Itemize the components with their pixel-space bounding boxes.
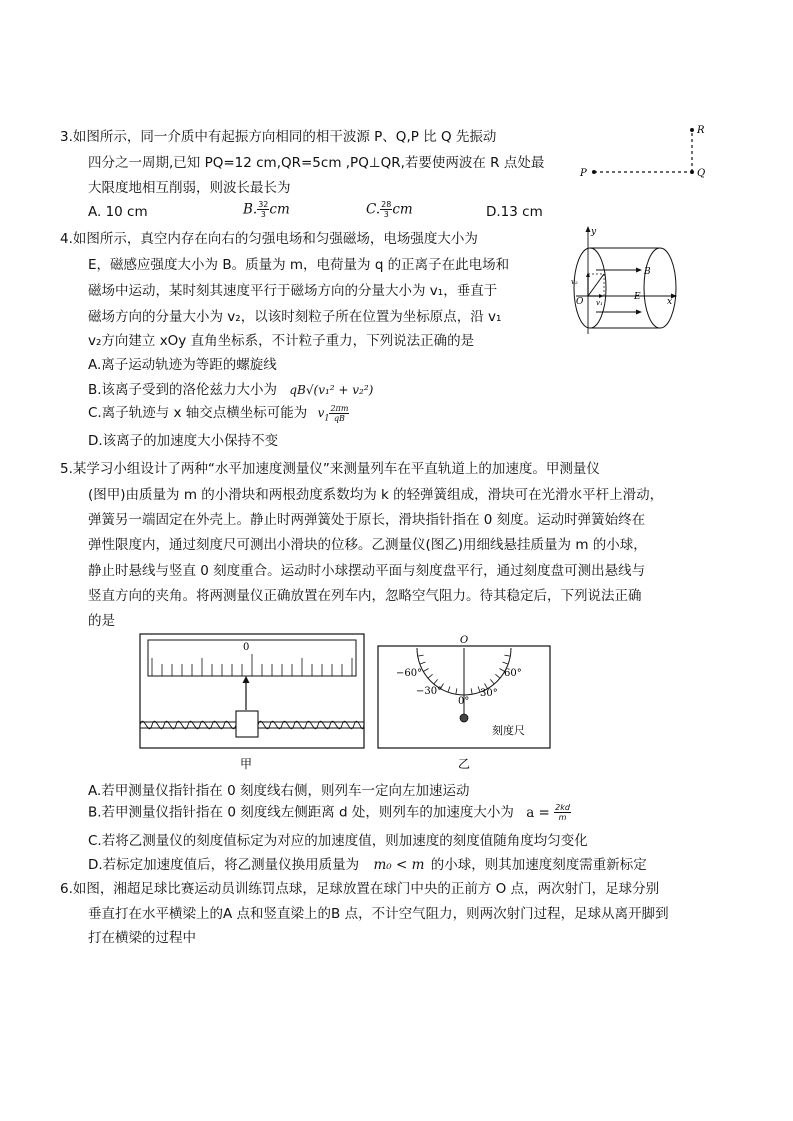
jia-zero-label: 0 [243,642,250,653]
q6-line-3: 打在横梁的过程中 [88,930,196,946]
q4-line-5: v₂方向建立 xOy 直角坐标系，不计粒子重力，下列说法正确的是 [88,333,475,349]
q6-line-2: 垂直打在水平横梁上的A 点和竖直梁上的B 点，不计空气阻力，则两次射门过程，足球从离开脚到 [88,906,669,922]
dial-tick [448,687,450,693]
yi-label-p60: 60° [504,668,522,679]
q3-option-c: C. $\frac{28}{3}$ cm [366,200,413,219]
q3-option-d: D.13 cm [486,204,543,220]
q3-label-r: R [697,125,705,136]
q3-option-c-prefix: C. [366,201,381,218]
q5-option-d [88,856,647,874]
q5-line-7: 的是 [88,613,115,629]
q5-figure-yi [374,632,554,772]
q5-option-d-text: D.若标定加速度值后，将乙测量仪换用质量为 [88,857,360,873]
q4-label-v2: v₂ [571,278,578,286]
q3-label-p: P [580,168,587,179]
q5-option-b-text: B.若甲测量仪指针指在 0 刻度线左侧距离 d 处，则列车的加速度大小为 [88,804,514,821]
q4-label-e: E [634,292,641,302]
yi-label-m30: −30° [416,686,443,697]
q5-figure-jia [136,632,370,772]
q5-line-6: 竖直方向的夹角。将两测量仪正确放置在列车内，忽略空气阻力。待其稳定后，下列说法正确 [88,588,642,604]
yi-caption: 乙 [458,757,471,771]
q5-option-d-formula: m₀ < m [373,857,425,873]
q4-line-3: 磁场中运动，某时刻其速度平行于磁场方向的分量大小为 v₁，垂直于 [88,283,498,299]
q4-option-a: A.离子运动轨迹为等距的螺旋线 [88,357,277,373]
q5-line-1: 5.某学习小组设计了两种“水平加速度测量仪”来测量列车在平直轨道上的加速度。甲测量仪 [60,461,600,477]
yi-label-zero: 0° [458,696,470,707]
q4-option-b [88,381,373,399]
dial-tick [504,655,510,656]
q4-option-c [88,404,349,427]
q4-label-o: O [576,297,584,307]
q4-option-c-formula: $v_1$ $\frac{2\pi m}{qB}$ [317,404,349,423]
dial-tick [434,679,438,684]
q5-option-b-fraction: $\frac{2kd}{m}$ [555,803,570,822]
q4-option-b-formula: qB√(v₁² + v₂²) [289,383,374,397]
q3-option-c-fraction: $\frac{28}{3}$ [381,200,392,219]
q5-line-2: (图甲)由质量为 m 的小滑块和两根劲度系数均为 k 的轻弹簧组成，滑块可在光滑水平杆上滑动， [88,487,664,503]
q4-line-2: E，磁感应强度大小为 B。质量为 m，电荷量为 q 的正离子在此电场和 [88,257,510,273]
q3-option-b-fraction: $\frac{32}{3}$ [258,200,269,219]
yi-label-scale: 刻度尺 [492,724,525,737]
q5-line-3: 弹簧另一端固定在外壳上。静止时两弹簧处于原长，滑块指针指在 0 刻度。运动时弹簧始终在 [88,512,646,528]
q4-option-c-text: C.离子轨迹与 x 轴交点横坐标可能为 [88,405,308,421]
q3-option-b: B. $\frac{32}{3}$ cm [243,200,290,219]
dial-tick [503,662,509,664]
slider-block [236,711,258,737]
q4-label-b: B [644,267,651,277]
dial-tick [456,688,457,694]
yi-label-o: O [460,635,469,646]
q4-line-1: 4.如图所示，真空内存在向右的匀强电场和匀强磁场，电场强度大小为 [60,231,478,247]
dial-tick [428,674,433,678]
q3-line-2: 四分之一周期,已知 PQ=12 cm,QR=5cm ,PQ⊥QR,若要使两波在 R 点处最 [88,155,545,171]
q3-label-q: Q [697,168,706,179]
q5-option-b-lhs: a = [526,804,550,821]
q4-label-v1: v₁ [596,299,603,307]
dial-tick [495,674,500,678]
q4-line-4: 磁场方向的分量大小为 v₂，以该时刻粒子所在位置为坐标原点，沿 v₁ [88,309,502,325]
dial-tick [471,688,472,694]
q5-line-4: 弹性限度内，通过刻度尺可测出小滑块的位移。乙测量仪(图乙)用细线悬挂质量为 m 的小球， [88,537,647,553]
q5-option-c: C.若将乙测量仪的刻度值标定为对应的加速度值，则加速度的刻度值随角度均匀变化 [88,833,588,849]
q4-option-b-text: B.该离子受到的洛伦兹力大小为 [88,382,278,398]
q5-option-d-tail: 的小球，则其加速度刻度需重新标定 [430,857,647,873]
q3-option-a: A. 10 cm [88,204,148,220]
dial-tick [423,669,428,672]
q6-line-1: 6.如图，湘超足球比赛运动员训练罚点球，足球放置在球门中央的正前方 O 点，两次射门，足球分别 [60,881,660,897]
q3-line-3: 大限度地相互削弱，则波长最长为 [88,180,291,196]
q4-label-y: y [591,227,597,237]
dial-tick [490,679,494,684]
q4-option-d: D.该离子的加速度大小保持不变 [88,433,279,449]
q5-option-a: A.若甲测量仪指针指在 0 刻度线右侧，则列车一定向左加速运动 [88,783,470,799]
yi-label-m60: −60° [396,668,423,679]
q3-wave-source-diagram [570,118,720,188]
q3-option-b-prefix: B. [243,201,258,218]
jia-caption: 甲 [240,757,253,771]
pendulum-ball [460,714,468,722]
q3-line-1: 3.如图所示，同一介质中有起振方向相同的相干波源 P、Q,P 比 Q 先振动 [60,129,497,145]
q4-field-cylinder-diagram [556,222,686,337]
q5-option-b [88,803,571,822]
q4-label-x: x [667,297,673,307]
yi-label-p30: 30° [480,688,498,699]
q5-line-5: 静止时悬线与竖直 0 刻度重合。运动时小球摆动平面与刻度盘平行，通过刻度盘可测出悬线与 [88,563,646,579]
ruler-ticks [152,654,352,676]
dial-tick [420,662,426,664]
dial-tick [418,655,424,656]
